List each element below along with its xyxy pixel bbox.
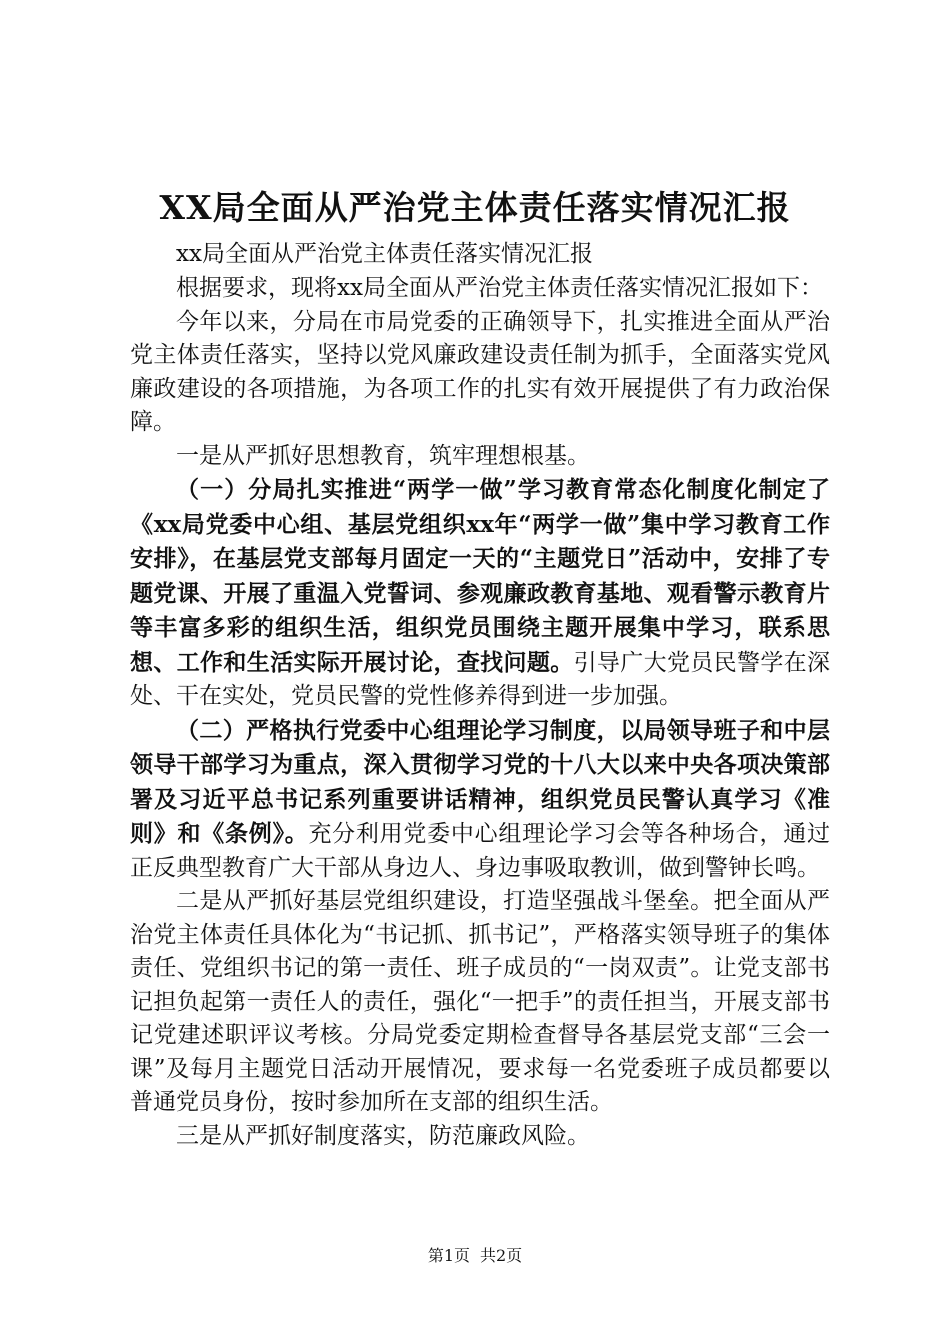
section-two-normal-text: 充分利用党委中心组理论学习会等各种场合，通过正反典型教育广大干部从身边人、身边事吸取教训，做到警钟长鸣。 xyxy=(130,821,831,881)
paragraph-section-two xyxy=(130,714,830,886)
paragraph-system-implementation: 三是从严抓好制度落实，防范廉政风险。 xyxy=(176,1122,590,1149)
paragraph-subtitle: xx局全面从严治党主体责任落实情况汇报 xyxy=(176,241,593,267)
section-two-bold-text: （二）严格执行党委中心组理论学习制度，以局领导班子和中层领导干部学习为重点，深入贯彻学习党的十八大以来中央各项决策部署及习近平总书记系列重要讲话精神，组织党员民警认真学习《准则》和《条例》。 xyxy=(130,716,830,847)
section-one-normal-text: 引导广大党员民警学在深处、干在实处，党员民警的党性修养得到进一步加强。 xyxy=(130,649,831,709)
paragraph-section-one xyxy=(130,473,830,714)
document-title: XX局全面从严治党主体责任落实情况汇报 xyxy=(159,188,791,227)
paragraph-intro: 根据要求，现将xx局全面从严治党主体责任落实情况汇报如下： xyxy=(176,275,823,301)
page-footer xyxy=(0,1244,950,1268)
document-body xyxy=(130,236,830,1153)
section-one-bold-text: （一）分局扎实推进“两学一做”学习教育常态化制度化制定了《xx局党委中心组、基层党组织xx年“两学一做”集中学习教育工作安排》，在基层党支部每月固定一天的“主题党日”活动中，安排了专题党课、开展了重温入党誓词、参观廉政教育基地、观看警示教育片等丰富多彩的组织生活，组织党员围绕主题开展集中学习，联系思想、工作和生活实际开展讨论，查找问题。 xyxy=(130,476,830,676)
page-number: 第1页 xyxy=(427,1246,470,1265)
paragraph-overview: 今年以来，分局在市局党委的正确领导下，扎实推进全面从严治党主体责任落实，坚持以党风廉政建设责任制为抓手，全面落实党风廉政建设的各项措施，为各项工作的扎实有效开展提供了有力政治保障。 xyxy=(130,308,830,435)
page-total: 共2页 xyxy=(480,1246,523,1265)
paragraph-point-one: 一是从严抓好思想教育，筑牢理想根基。 xyxy=(176,442,590,469)
paragraph-party-organization: 二是从严抓好基层党组织建设，打造坚强战斗堡垒。把全面从严治党主体责任具体化为“书记抓、抓书记”，严格落实领导班子的集体责任、党组织书记的第一责任、班子成员的“一岗双责”。让党支部书记担负起第一责任人的责任，强化“一把手”的责任担当，开展支部书记党建述职评议考核。分局党委定期检查督导各基层党支部“三会一课”及每月主题党日活动开展情况，要求每一名党委班子成员都要以普通党员身份，按时参加所在支部的组织生活。 xyxy=(130,888,830,1115)
